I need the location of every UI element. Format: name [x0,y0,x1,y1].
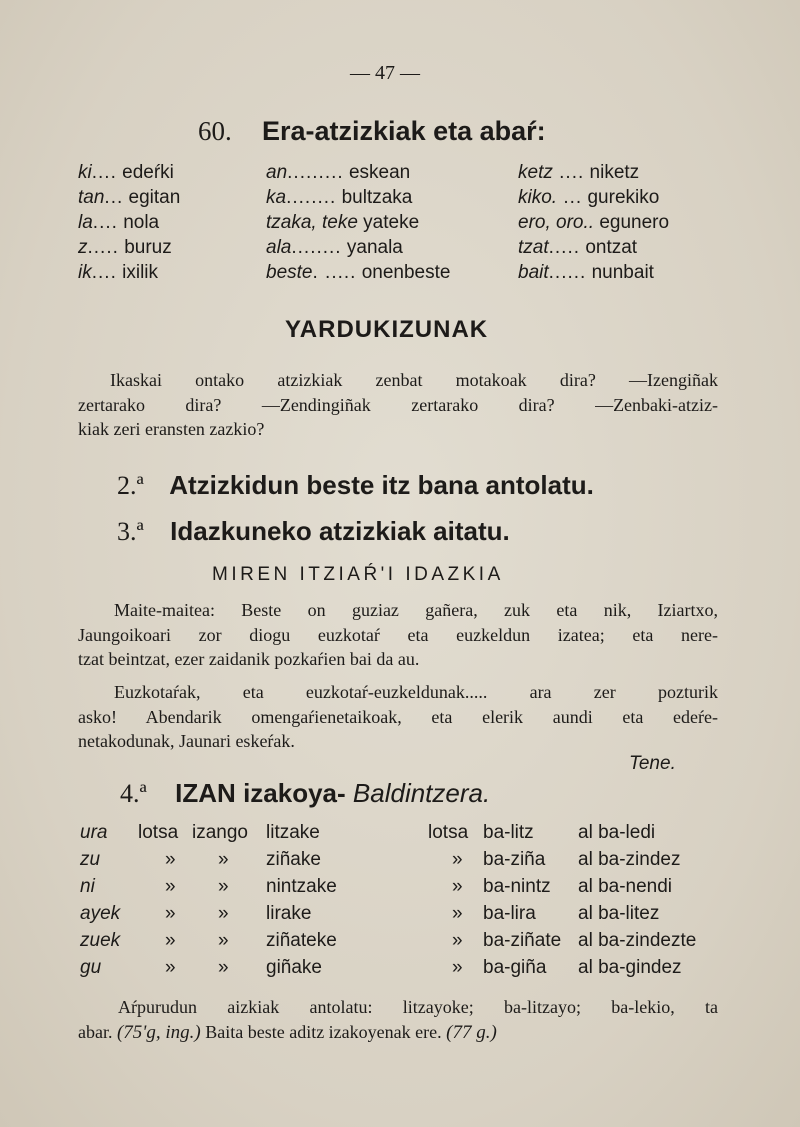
suffix-entry [518,212,669,234]
text-line: Aŕpurudun aizkiak antolatu: litzayoke; ba-litzayo; ba-lekio, ta [118,997,718,1017]
ditto-mark: » [218,849,229,870]
suffix: ik [78,262,92,283]
leader-dots: ..... [87,237,119,258]
exercise-2 [117,470,594,501]
text-line [78,1020,718,1046]
suffix: kiko. [518,187,558,208]
suffix: z [78,237,88,258]
verb-form: lirake [266,903,312,924]
suffix: bait [518,262,549,283]
leader-dots: ......... [287,162,344,183]
leader-dots: .... [91,162,117,183]
verb-name: IZAN [175,778,236,808]
suffix: ka [266,187,287,208]
exercise-text: Idazkuneko atzizkiak aitatu. [170,516,510,546]
ditto-mark: » [452,930,463,951]
izan-heading [120,778,490,809]
ditto-mark: » [452,903,463,924]
verb-form: nintzake [266,876,337,897]
suffix-entry [266,212,419,234]
verb-type: izakoya- [243,778,346,808]
suffix-entry [518,262,654,284]
verb-form: ba-lira [483,903,536,924]
page-reference: (75'g, ing.) [116,1021,201,1043]
suffix: tzat [518,237,549,258]
suffix-example: ixilik [122,262,159,283]
section-number: 60. [198,116,232,146]
suffix-example: nola [123,212,160,233]
letter-title: MIREN ITZIAŔ'I IDAZKIA [212,564,504,585]
leader-dots: .... [91,262,117,283]
suffix: ala [266,237,292,258]
verb-form: al ba-ledi [578,822,656,843]
text-line: netakodunak, Jaunari eskeŕak. [78,731,295,751]
suffix: tzaka, teke [266,212,358,233]
leader-dots: .... [92,212,118,233]
verb-form: al ba-zindezte [578,930,697,951]
text-line: Jaungoikoari zor diogu euzkotaŕ eta euzkeldun izatea; eta nere- [78,624,718,645]
suffix-example: egitan [128,187,181,208]
leader-dots: ........ [286,187,337,208]
verb-form: al ba-zindez [578,849,681,870]
suffix-entry [518,237,637,259]
suffix-example: gurekiko [587,187,660,208]
suffix: an [266,162,288,183]
letter-paragraph-2 [78,680,718,754]
ditto-mark: » [452,876,463,897]
text-line: zertarako dira? —Zendingiñak zertarako dira? —Zenbaki-atziz- [78,394,718,415]
leader-dots: . ..... [312,262,357,283]
pronoun: zu [80,849,101,870]
suffix-entry [78,162,174,184]
exercise-number: 4.ª [120,779,147,808]
suffix-entry [78,262,158,284]
pronoun: zuek [80,930,121,951]
text-line: tzat beintzat, ezer zaidanik pozkaŕien bai da au. [78,649,420,669]
suffix: ketz [518,162,553,183]
section-heading [0,116,800,150]
text-line: Ikaskai ontako atzizkiak zenbat motakoak dira? —Izengiñak [110,370,718,390]
text-line: Euzkotaŕak, eta euzkotaŕ-euzkeldunak..... ara zer pozturik [114,682,718,702]
exercise-number: 3.ª [117,517,144,546]
suffix-example: nunbait [591,262,654,283]
exercise-1 [78,368,718,442]
ditto-mark: » [218,930,229,951]
pronoun: ura [80,822,108,843]
ditto-mark: » [452,849,463,870]
leader-dots: ........ [291,237,342,258]
ditto-mark: » [218,957,229,978]
ditto-mark: » [165,930,176,951]
suffix: ki [78,162,92,183]
suffix-entry [78,237,172,259]
suffix-entry [78,187,180,209]
suffix-example: niketz [589,162,640,183]
exercises-title: YARDUKIZUNAK [285,316,489,343]
verb-form: ziñateke [266,930,337,951]
letter-signature: Tene. [629,753,676,774]
page-reference: (77 g.) [446,1021,497,1043]
aux-word: lotsa [138,822,179,843]
suffix: ero, oro.. [518,212,595,233]
suffix-entry [266,162,410,184]
verb-form: ba-ziña [483,849,546,870]
aux-word: izango [192,822,248,843]
ditto-mark: » [165,849,176,870]
leader-dots: .... [552,162,585,183]
suffix: beste [266,262,313,283]
text-fragment: Baita beste aditz izakoyenak ere. [205,1021,442,1042]
verb-form: ba-litz [483,822,534,843]
suffix-entry [266,237,403,259]
page-number: — 47 — [350,62,420,84]
section-title: Era-atzizkiak eta abaŕ: [262,116,546,146]
suffix: la [78,212,93,233]
pronoun: ni [80,876,95,897]
ditto-mark: » [165,957,176,978]
suffix-entry [518,162,639,184]
exercise-text: Atzizkidun beste itz bana antolatu. [169,470,594,500]
verb-form: ba-giña [483,957,547,978]
suffix-entry [78,212,159,234]
footer-paragraph [78,995,718,1045]
leader-dots: ...... [548,262,587,283]
suffix-example: buruz [124,237,172,258]
suffix-example: yanala [346,237,403,258]
suffix-example: bultzaka [341,187,413,208]
suffix-entry [266,262,450,284]
suffix-entry [266,187,412,209]
ditto-mark: » [165,903,176,924]
text-line: asko! Abendarik omengaŕienetaikoak, eta elerik aundi eta edeŕe- [78,706,718,727]
verb-form: litzake [266,822,320,843]
leader-dots: ... [557,187,583,208]
verb-form: ziñake [266,849,321,870]
verb-form: giñake [266,957,322,978]
verb-form: ba-nintz [483,876,551,897]
exercise-number: 2.ª [117,471,144,500]
ditto-mark: » [218,903,229,924]
verb-mood: Baldintzera. [352,778,491,808]
text-line: Maite-maitea: Beste on guziaz gañera, zuk eta nik, Iziartxo, [114,600,718,620]
suffix-example: edeŕki [122,162,174,183]
suffix-example: eskean [348,162,411,183]
pronoun: gu [80,957,102,978]
ditto-mark: » [218,876,229,897]
suffix-example: onenbeste [361,262,451,283]
suffix-entry [518,187,659,209]
suffix-example: yateke [363,212,420,233]
suffix-example: ontzat [585,237,638,258]
text-fragment: abar. [78,1021,113,1042]
leader-dots: ..... [548,237,581,258]
pronoun: ayek [80,903,121,924]
verb-form: al ba-gindez [578,957,682,978]
leader-dots: ... [104,187,124,208]
aux-word: lotsa [428,822,469,843]
text-line: kiak zeri eransten zazkio? [78,419,265,439]
verb-form: ba-ziñate [483,930,562,951]
ditto-mark: » [452,957,463,978]
letter-paragraph-1 [78,598,718,672]
suffix: tan [78,187,105,208]
verb-form: al ba-litez [578,903,660,924]
suffix-example: egunero [599,212,670,233]
exercise-3 [117,516,510,547]
verb-form: al ba-nendi [578,876,673,897]
ditto-mark: » [165,876,176,897]
